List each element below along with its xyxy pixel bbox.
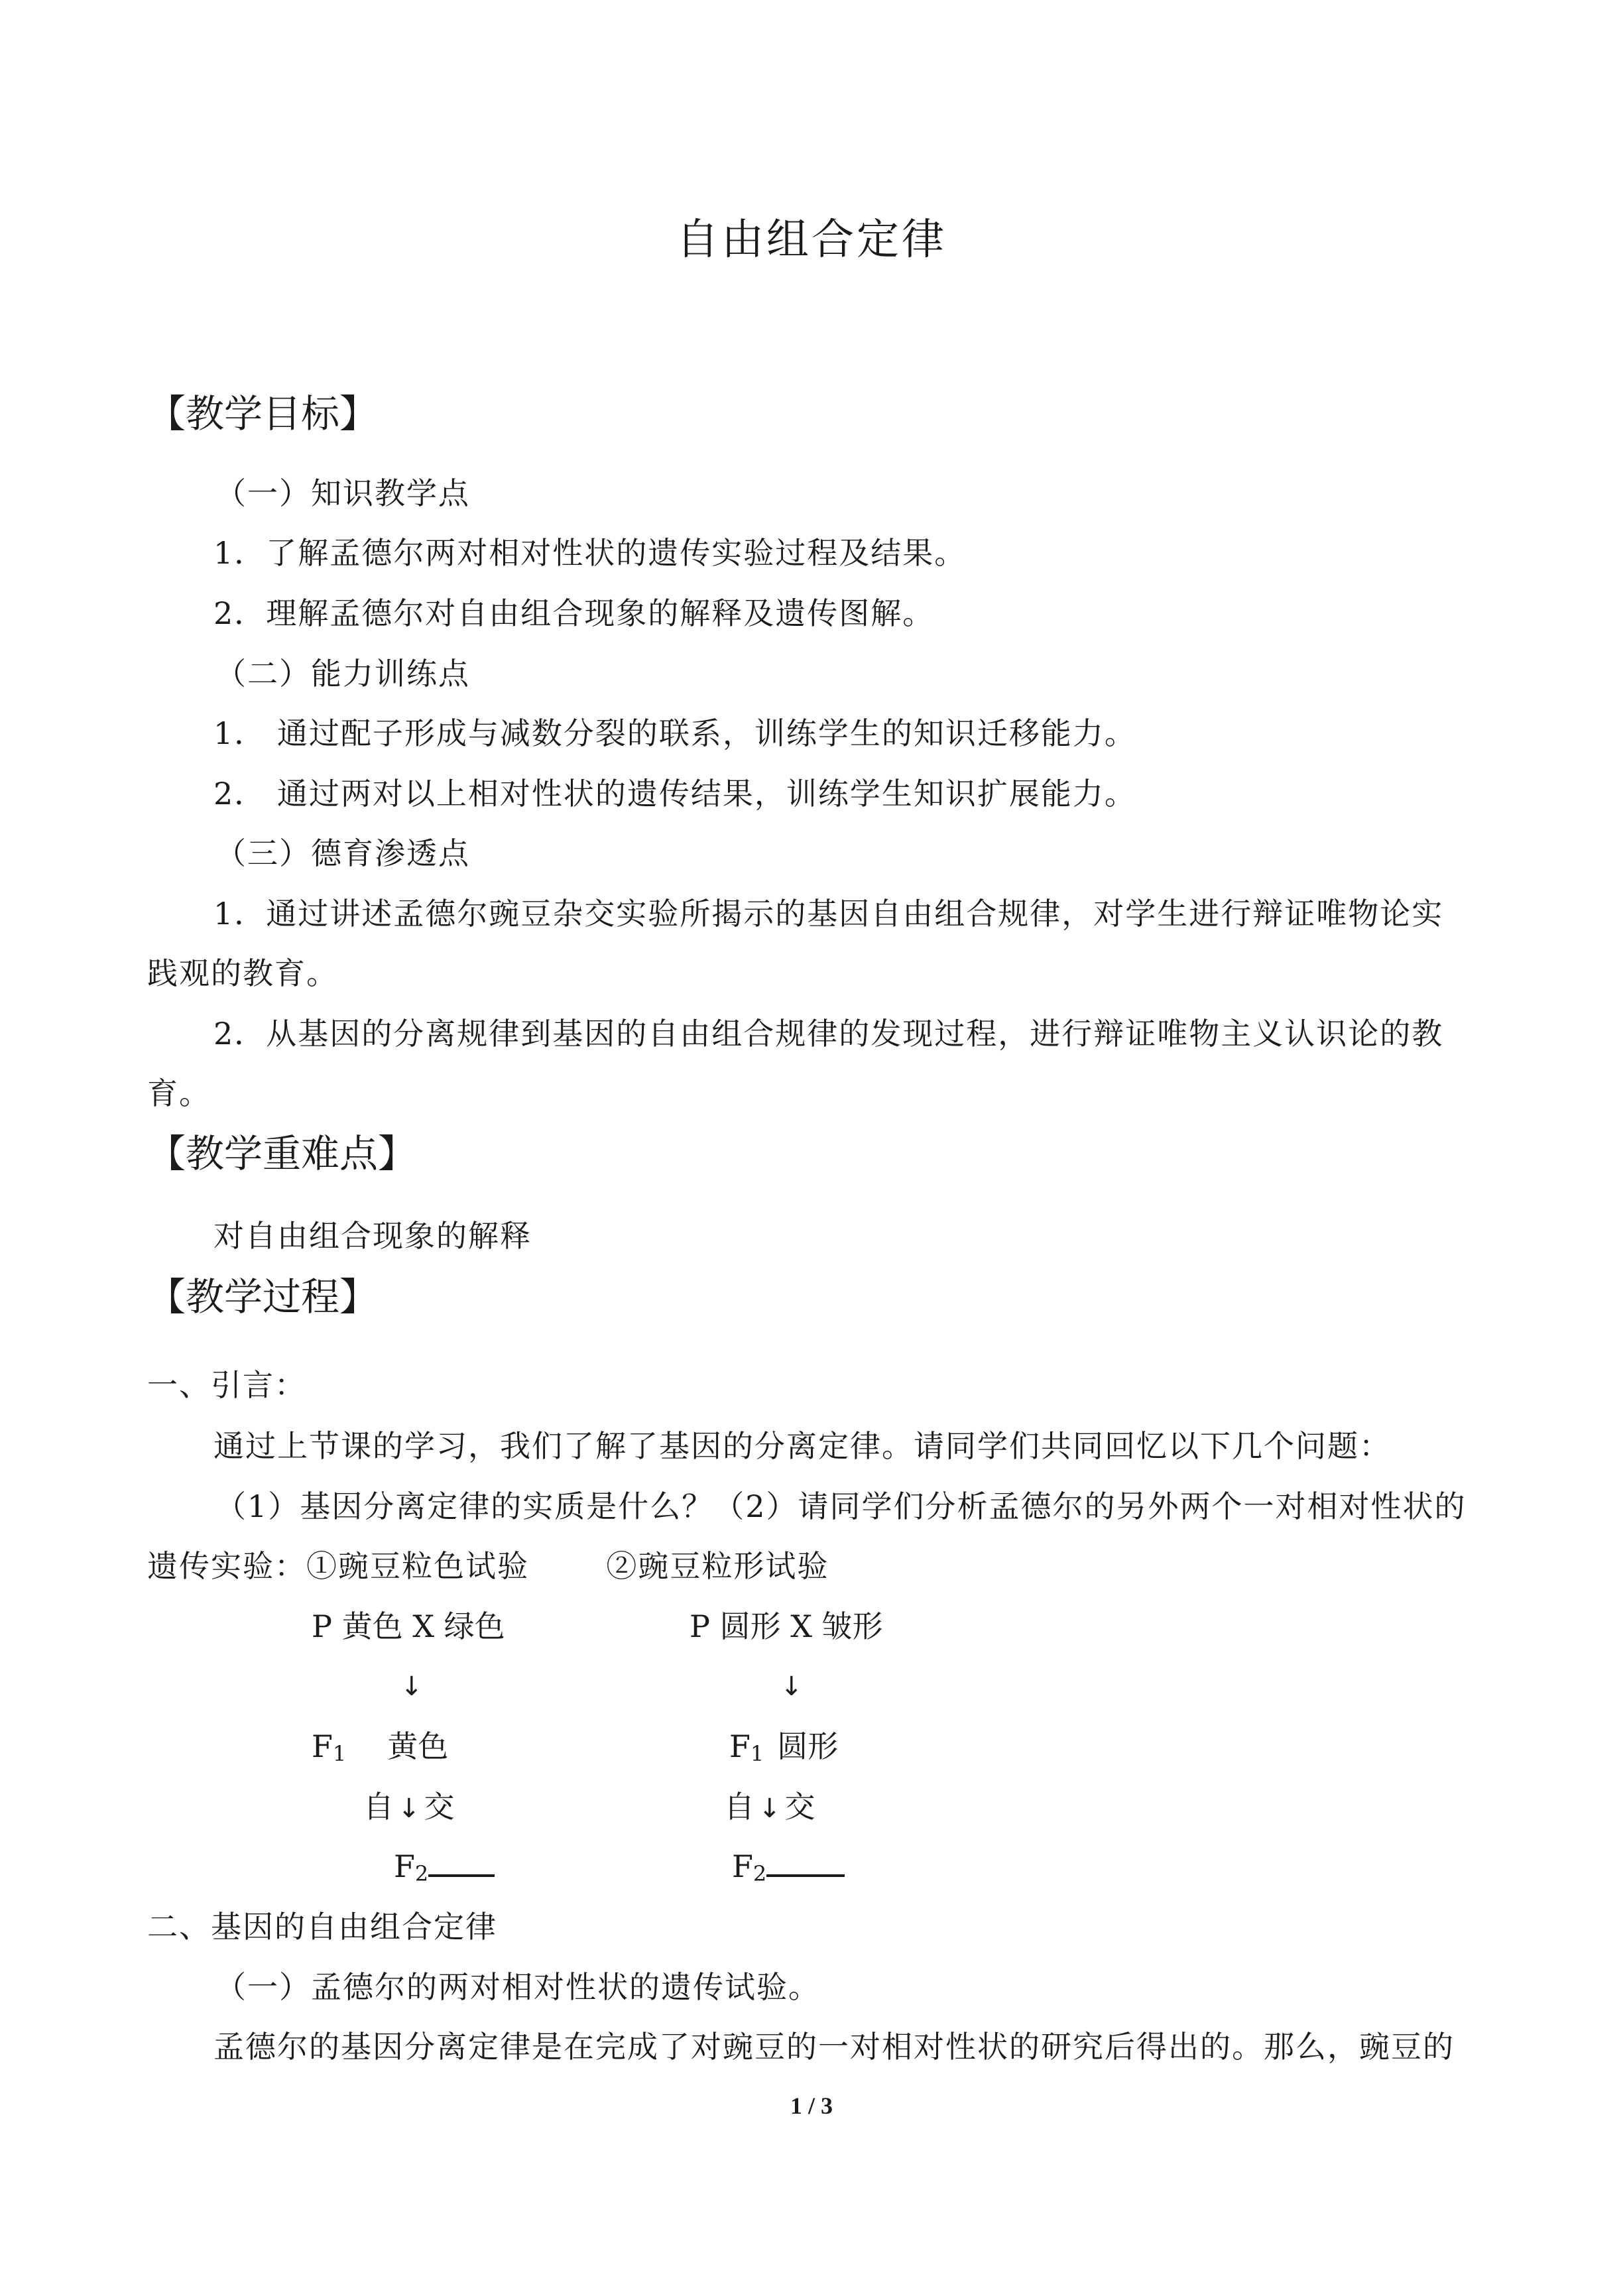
document-title: 自由组合定律	[676, 215, 947, 265]
section-heading-keypoints: 【教学重难点】	[147, 1131, 417, 1176]
intro-heading: 一、引言：	[147, 1367, 306, 1403]
diagram-right-f1-line	[729, 1725, 838, 1775]
page-number: 1 / 3	[790, 2092, 833, 2119]
section-heading-objectives: 【教学目标】	[147, 391, 379, 436]
diagram-left-self-cross	[363, 1785, 455, 1830]
diagram-right-parent-line: P 圆形 X 皱形	[690, 1608, 883, 1644]
moral-item-2-line-2: 育。	[147, 1075, 211, 1111]
diagram-left-f1-subscript: 1	[332, 1741, 347, 1766]
section-heading-process: 【教学过程】	[147, 1274, 379, 1319]
diagram-right-f1-label: F	[729, 1728, 751, 1764]
diagram-left-cross-label: 交	[424, 1789, 455, 1825]
moral-item-1-line-1: 1．通过讲述孟德尔豌豆杂交实验所揭示的基因自由组合规律，对学生进行辩证唯物论实	[213, 896, 1444, 932]
diagram-right-cross-label: 交	[784, 1789, 815, 1825]
intro-paragraph-2-line-2: 遗传实验：①豌豆粒色试验 ②豌豆粒形试验	[147, 1548, 829, 1584]
knowledge-heading: （一）知识教学点	[215, 475, 470, 511]
ability-item-1: 1． 通过配子形成与减数分裂的联系，训练学生的知识迁移能力。	[213, 715, 1136, 751]
ability-item-2: 2． 通过两对以上相对性状的遗传结果，训练学生知识扩展能力。	[213, 776, 1136, 812]
diagram-left-self-arrow-icon: ↓	[398, 1793, 420, 1824]
diagram-left-f2-subscript: 2	[414, 1861, 429, 1886]
diagram-left-self-label: 自	[363, 1789, 394, 1825]
diagram-left-f1-value: 黄色	[387, 1728, 449, 1764]
diagram-right-f2-subscript: 2	[752, 1861, 767, 1886]
diagram-left-f2-blank	[428, 1848, 495, 1877]
diagram-left-parent-line: P 黄色 X 绿色	[312, 1608, 505, 1644]
law-heading: 二、基因的自由组合定律	[147, 1909, 497, 1945]
diagram-right-self-arrow-icon: ↓	[758, 1793, 781, 1824]
moral-item-1-line-2: 践观的教育。	[147, 955, 338, 991]
moral-heading: （三）德育渗透点	[215, 835, 470, 871]
diagram-left-f1-line	[312, 1725, 448, 1775]
knowledge-item-1: 1．了解孟德尔两对相对性状的遗传实验过程及结果。	[213, 535, 967, 571]
diagram-left-f2-label: F	[394, 1848, 415, 1884]
diagram-right-f1-subscript: 1	[750, 1741, 764, 1766]
ability-heading: （二）能力训练点	[215, 656, 470, 692]
diagram-right-self-label: 自	[724, 1789, 754, 1825]
intro-paragraph-1: 通过上节课的学习，我们了解了基因的分离定律。请同学们共同回忆以下几个问题：	[213, 1428, 1391, 1464]
diagram-left-f1-label: F	[312, 1728, 333, 1764]
knowledge-item-2: 2．理解孟德尔对自由组合现象的解释及遗传图解。	[213, 595, 935, 631]
moral-item-2-line-1: 2．从基因的分离规律到基因的自由组合规律的发现过程，进行辩证唯物主义认识论的教	[213, 1016, 1444, 1052]
law-subheading: （一）孟德尔的两对相对性状的遗传试验。	[215, 1969, 820, 2005]
diagram-right-self-cross	[724, 1785, 815, 1830]
diagram-right-f2-label: F	[732, 1848, 753, 1884]
keypoints-text: 对自由组合现象的解释	[213, 1218, 532, 1254]
diagram-left-f2-line	[394, 1845, 495, 1895]
diagram-left-arrow-down-icon: ↓	[400, 1671, 423, 1702]
diagram-right-f1-value: 圆形	[777, 1728, 839, 1764]
law-paragraph-1: 孟德尔的基因分离定律是在完成了对豌豆的一对相对性状的研究后得出的。那么，豌豆的	[213, 2029, 1455, 2065]
diagram-right-f2-blank	[766, 1848, 845, 1877]
intro-paragraph-2-line-1: （1）基因分离定律的实质是什么？（2）请同学们分析孟德尔的另外两个一对相对性状的	[215, 1488, 1467, 1524]
diagram-right-arrow-down-icon: ↓	[780, 1671, 803, 1702]
diagram-right-f2-line	[732, 1845, 845, 1895]
